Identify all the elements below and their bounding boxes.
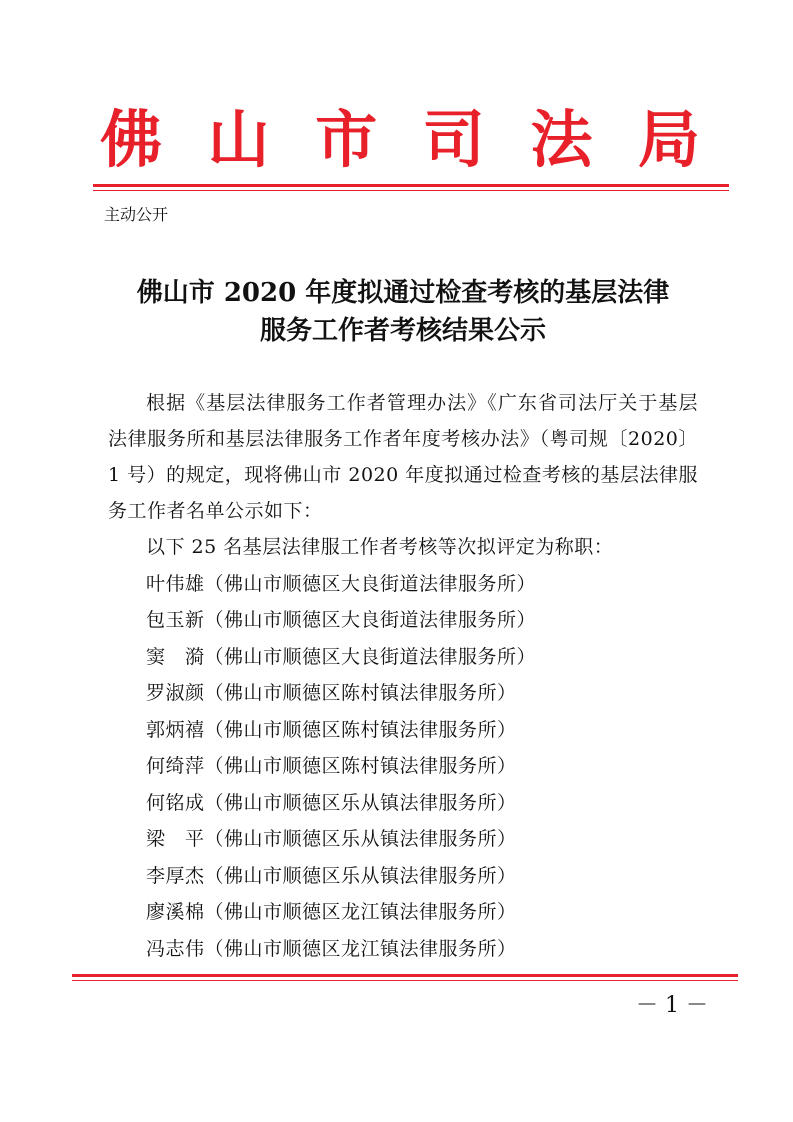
document-title-line-2: 服务工作者考核结果公示 xyxy=(259,316,546,346)
org-char: 局 xyxy=(637,103,700,176)
page-number: － 1 － xyxy=(636,993,708,1018)
document-title-line-1: 佛山市 2020 年度拟通过检查考核的基层法律 xyxy=(136,278,670,308)
list-item: 何铭成（佛山市顺德区乐从镇法律服务所） xyxy=(146,791,517,814)
org-char: 山 xyxy=(207,103,270,176)
footer-red-rule-thin xyxy=(72,980,738,981)
list-intro: 以下 25 名基层法律服工作者考核等次拟评定为称职： xyxy=(146,536,614,558)
masthead-org-name xyxy=(100,100,700,180)
list-item: 窦 漪（佛山市顺德区大良街道法律服务所） xyxy=(146,645,537,668)
footer-red-rule-thick xyxy=(72,974,738,977)
list-item: 何绮萍（佛山市顺德区陈村镇法律服务所） xyxy=(146,755,517,777)
disclosure-label: 主动公开 xyxy=(104,205,169,224)
document-body xyxy=(108,385,698,967)
org-char: 司 xyxy=(422,103,485,176)
body-paragraph: 根据《基层法律服务工作者管理办法》《广东省司法厅关于基层法律服务所和基层法律服务工作者年度考核办法》（粤司规〔2020〕1 号）的规定，现将佛山市 2020 年度拟通过检查考核的基层法律服务工作者名单公示如下： xyxy=(108,392,698,522)
list-item: 郭炳禧（佛山市顺德区陈村镇法律服务所） xyxy=(146,718,517,741)
list-item: 李厚杰（佛山市顺德区乐从镇法律服务所） xyxy=(146,864,517,887)
org-char: 法 xyxy=(530,103,593,176)
list-item: 包玉新（佛山市顺德区大良街道法律服务所） xyxy=(146,609,537,631)
list-item: 廖溪棉（佛山市顺德区龙江镇法律服务所） xyxy=(146,901,517,923)
list-item: 梁 平（佛山市顺德区乐从镇法律服务所） xyxy=(146,828,517,850)
header-red-rule-thick xyxy=(93,184,729,187)
org-char: 佛 xyxy=(100,103,163,176)
org-char: 市 xyxy=(315,103,378,176)
list-item: 叶伟雄（佛山市顺德区大良街道法律服务所） xyxy=(146,572,537,595)
header-red-rule-thin xyxy=(93,190,729,191)
list-item: 罗淑颜（佛山市顺德区陈村镇法律服务所） xyxy=(146,682,517,704)
list-item: 冯志伟（佛山市顺德区龙江镇法律服务所） xyxy=(146,937,517,960)
